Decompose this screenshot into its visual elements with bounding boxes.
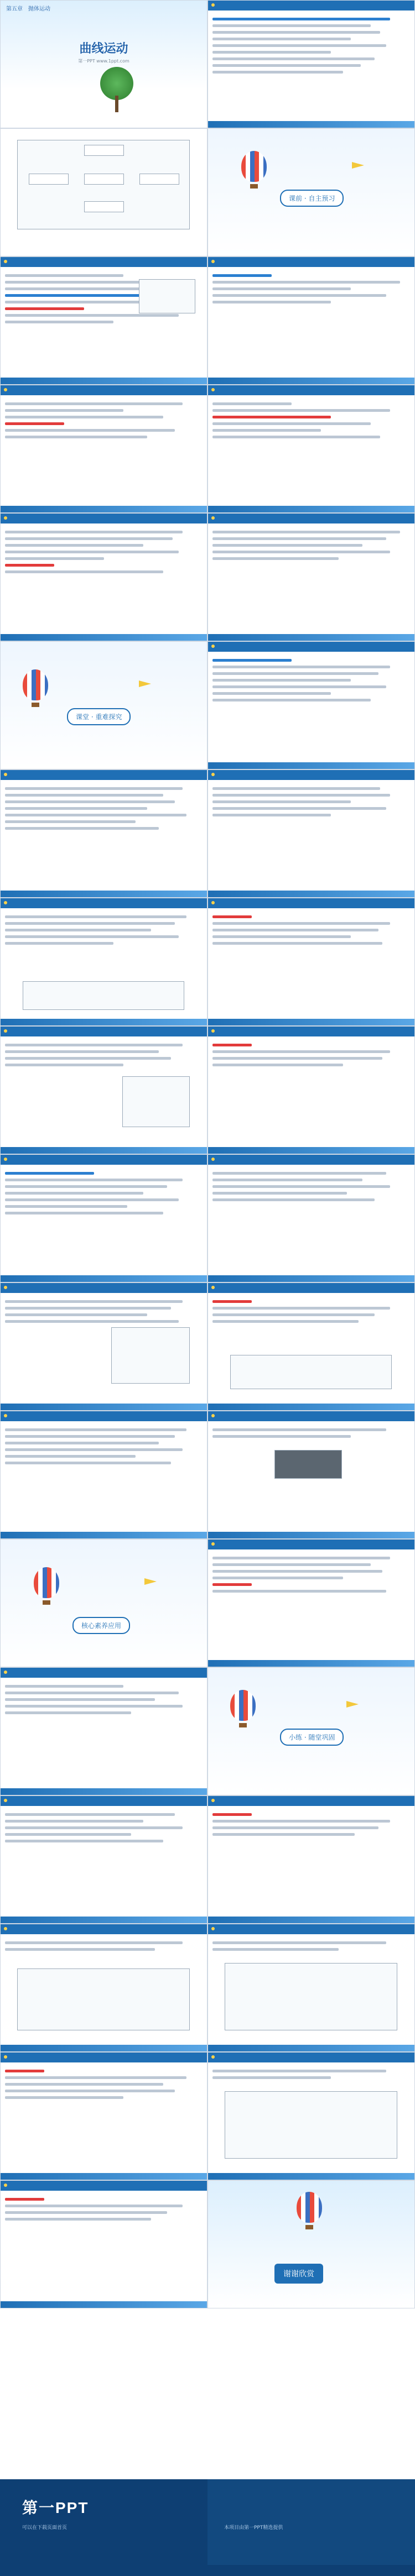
section-label: 核心素养应用 [72, 1617, 130, 1634]
slide-header [208, 1155, 414, 1165]
slide-header [1, 1411, 207, 1421]
trajectory-diagram [122, 1076, 190, 1127]
slide-footer [1, 891, 207, 897]
slide-body [212, 912, 410, 1017]
slide-explain-2[interactable] [0, 1411, 208, 1539]
basket-icon [239, 1723, 247, 1727]
basket-icon [43, 1600, 50, 1605]
bullet-icon [4, 2184, 7, 2187]
slide-header [1, 1155, 207, 1165]
brand-sub-2: 本项目由第一PPT精选提供 [224, 2525, 283, 2531]
slide-header [208, 1, 414, 11]
section-label: 课堂 · 重难探究 [67, 708, 131, 725]
bullet-icon [211, 901, 215, 904]
slide-practice-2[interactable] [0, 1924, 208, 2052]
bullet-icon [4, 773, 7, 776]
section-label: 小练 · 随堂巩固 [280, 1729, 344, 1746]
section-label: 课前 · 自主预习 [280, 190, 344, 207]
paper-plane-icon [352, 162, 364, 169]
slide-header [1, 2053, 207, 2062]
photo-image [274, 1450, 342, 1479]
slide-example-3[interactable] [0, 1282, 208, 1411]
bullet-icon [4, 260, 7, 263]
slide-footer [1, 1917, 207, 1923]
slide-footer [1, 506, 207, 512]
slide-body [212, 270, 410, 375]
slide-body [5, 1809, 203, 1914]
slide-body [5, 1168, 203, 1273]
slide-header [208, 1027, 414, 1036]
slide-core-section[interactable] [0, 1539, 208, 1667]
bullet-icon [211, 645, 215, 648]
slide-header [208, 257, 414, 267]
slide-footer [1, 1404, 207, 1410]
slide-knowledge-1[interactable] [0, 256, 208, 385]
slide-body [212, 655, 410, 760]
bullet-icon [211, 388, 215, 391]
slide-footer [208, 1019, 414, 1025]
bullet-icon [211, 1542, 215, 1546]
slide-core-answer[interactable] [0, 1667, 208, 1795]
slide-header [208, 1411, 414, 1421]
bullet-icon [211, 1158, 215, 1161]
slide-footer [1, 378, 207, 384]
slide-footer [208, 121, 414, 128]
bullet-icon [211, 3, 215, 7]
balloon-icon [230, 1690, 256, 1721]
slide-footer [1, 2045, 207, 2051]
slide-body [5, 527, 203, 632]
slide-footer [1, 1788, 207, 1795]
slide-header [208, 1540, 414, 1549]
brand-logo: 第一PPT [22, 2499, 89, 2516]
slide-footer [208, 506, 414, 512]
footer-band [0, 2565, 415, 2576]
bullet-icon [211, 516, 215, 520]
knowledge-map-diagram [17, 140, 190, 229]
bullet-icon [4, 516, 7, 520]
slide-body [212, 14, 410, 119]
slide-header [208, 2053, 414, 2062]
brand-panel [0, 2479, 208, 2565]
basket-icon [250, 184, 258, 189]
map-node [84, 145, 124, 156]
bullet-icon [211, 773, 215, 776]
slide-footer [208, 1275, 414, 1282]
slide-key-point[interactable] [0, 769, 208, 898]
thanks-banner: 谢谢欣赏 [274, 2264, 323, 2284]
slide-footer [1, 634, 207, 641]
slide-header [1, 1796, 207, 1806]
slide-core-example[interactable] [208, 1539, 415, 1667]
bullet-icon [4, 1414, 7, 1417]
slide-condition-2[interactable] [0, 1154, 208, 1282]
options-diagram [225, 1963, 397, 2030]
slide-footer [208, 378, 414, 384]
slide-class-section[interactable] [0, 641, 208, 769]
slide-footer [208, 1917, 414, 1923]
slide-header [1, 257, 207, 267]
bullet-icon [211, 1799, 215, 1802]
slide-practice-3[interactable] [208, 1924, 415, 2052]
slide-think[interactable] [208, 256, 415, 385]
slide-judge[interactable] [0, 385, 208, 513]
slide-footer [208, 634, 414, 641]
slide-condition[interactable] [208, 385, 415, 513]
slide-body [212, 399, 410, 504]
slide-header [1, 1668, 207, 1678]
slide-footer [1, 1147, 207, 1154]
map-node [139, 174, 179, 185]
cover-url: 第一PPT www.1ppt.com [78, 59, 129, 64]
chapter-label: 第五章 抛体运动 [6, 6, 50, 12]
balloon-icon [23, 669, 48, 700]
slide-explain-1[interactable] [208, 513, 415, 641]
slide-photo-problem[interactable] [208, 1411, 415, 1539]
slide-example-1[interactable] [0, 898, 208, 1026]
bullet-icon [211, 1927, 215, 1930]
slide-header [208, 1796, 414, 1806]
slide-force-velocity[interactable] [208, 1154, 415, 1282]
slide-example-2[interactable] [208, 898, 415, 1026]
bullet-icon [4, 1927, 7, 1930]
slide-header [1, 898, 207, 908]
slide-header [208, 385, 414, 395]
bullet-icon [4, 1671, 7, 1674]
bullet-icon [4, 1286, 7, 1289]
bullet-icon [4, 2055, 7, 2059]
slide-body [5, 399, 203, 504]
slide-body [212, 527, 410, 632]
slide-body [212, 1809, 410, 1914]
slide-body [5, 783, 203, 888]
slide-footer [208, 1147, 414, 1154]
slide-cover[interactable] [0, 0, 208, 128]
slide-header [208, 514, 414, 523]
balloon-icon [34, 1567, 59, 1598]
slide-footer [1, 1275, 207, 1282]
bullet-icon [211, 260, 215, 263]
slide-body [5, 2066, 203, 2171]
slide-practice-section[interactable] [208, 1667, 415, 1795]
slide-footer [1, 2173, 207, 2180]
slide-header [208, 898, 414, 908]
slide-header [1, 514, 207, 523]
paper-plane-icon [346, 1701, 359, 1708]
bullet-icon [4, 1029, 7, 1033]
curve-diagram [139, 279, 195, 313]
slide-practice-4[interactable] [208, 2052, 415, 2180]
slide-header [208, 770, 414, 780]
slide-footer [208, 1404, 414, 1410]
slide-body [5, 1425, 203, 1530]
slide-body [5, 1681, 203, 1786]
slide-exercise-1[interactable] [0, 513, 208, 641]
options-diagram [23, 981, 184, 1010]
slide-body [212, 1168, 410, 1273]
slide-practice-answer-1[interactable] [208, 1795, 415, 1924]
slide-footer [1, 1019, 207, 1025]
slide-objectives[interactable] [208, 0, 415, 128]
slide-header [1, 770, 207, 780]
brand-sub: 可以在下载页面首页 [22, 2525, 68, 2531]
slide-header [208, 1924, 414, 1934]
slide-header [1, 1283, 207, 1293]
slide-practice-answer-3[interactable] [0, 2180, 208, 2308]
slide-footer [208, 762, 414, 769]
balloon-icon [241, 151, 267, 182]
slide-practice-1[interactable] [0, 1795, 208, 1924]
slide-body [212, 1040, 410, 1145]
options-diagram [225, 2091, 397, 2159]
map-node [84, 201, 124, 212]
slide-footer [1, 2301, 207, 2308]
basket-icon [32, 703, 39, 707]
bullet-icon [4, 1158, 7, 1161]
slide-body [212, 783, 410, 888]
slide-footer [208, 1532, 414, 1538]
slide-header [208, 642, 414, 652]
slide-footer [208, 891, 414, 897]
map-node [29, 174, 69, 185]
slide-practice-answer-2[interactable] [0, 2052, 208, 2180]
brand-panel-2 [208, 2479, 415, 2565]
bullet-icon [4, 1799, 7, 1802]
bullet-icon [211, 2055, 215, 2059]
options-diagram [230, 1355, 392, 1389]
paper-plane-icon [144, 1578, 157, 1585]
slide-answer-1[interactable] [208, 1026, 415, 1154]
slide-method[interactable] [208, 769, 415, 898]
slide-thanks[interactable] [208, 2180, 415, 2308]
paper-plane-icon [139, 680, 151, 687]
bullet-icon [4, 901, 7, 904]
tree-icon [100, 67, 133, 100]
slide-footer [208, 1660, 414, 1667]
slide-answer-2[interactable] [208, 1282, 415, 1411]
slide-footer [208, 2045, 414, 2051]
slide-variant-1[interactable] [0, 1026, 208, 1154]
bullet-icon [211, 1414, 215, 1417]
slide-velocity-direction[interactable] [208, 641, 415, 769]
page-title: 曲线运动 [79, 41, 128, 55]
tree-trunk-icon [115, 96, 118, 112]
basket-icon [305, 2225, 313, 2229]
slide-body [212, 1553, 410, 1658]
slide-knowledge-map[interactable] [0, 128, 208, 256]
bullet-icon [4, 388, 7, 391]
slide-footer [1, 1532, 207, 1538]
slide-header [1, 1924, 207, 1934]
bullet-icon [211, 1029, 215, 1033]
slide-preview-section[interactable] [208, 128, 415, 256]
options-diagram [17, 1968, 190, 2030]
slide-footer [208, 2173, 414, 2180]
map-node [84, 174, 124, 185]
slide-header [208, 1283, 414, 1293]
slide-header [1, 385, 207, 395]
circle-diagram [111, 1327, 190, 1384]
bullet-icon [211, 1286, 215, 1289]
balloon-icon [297, 2192, 322, 2223]
slide-header [1, 2181, 207, 2191]
slide-header [1, 1027, 207, 1036]
slide-body [5, 2194, 203, 2299]
